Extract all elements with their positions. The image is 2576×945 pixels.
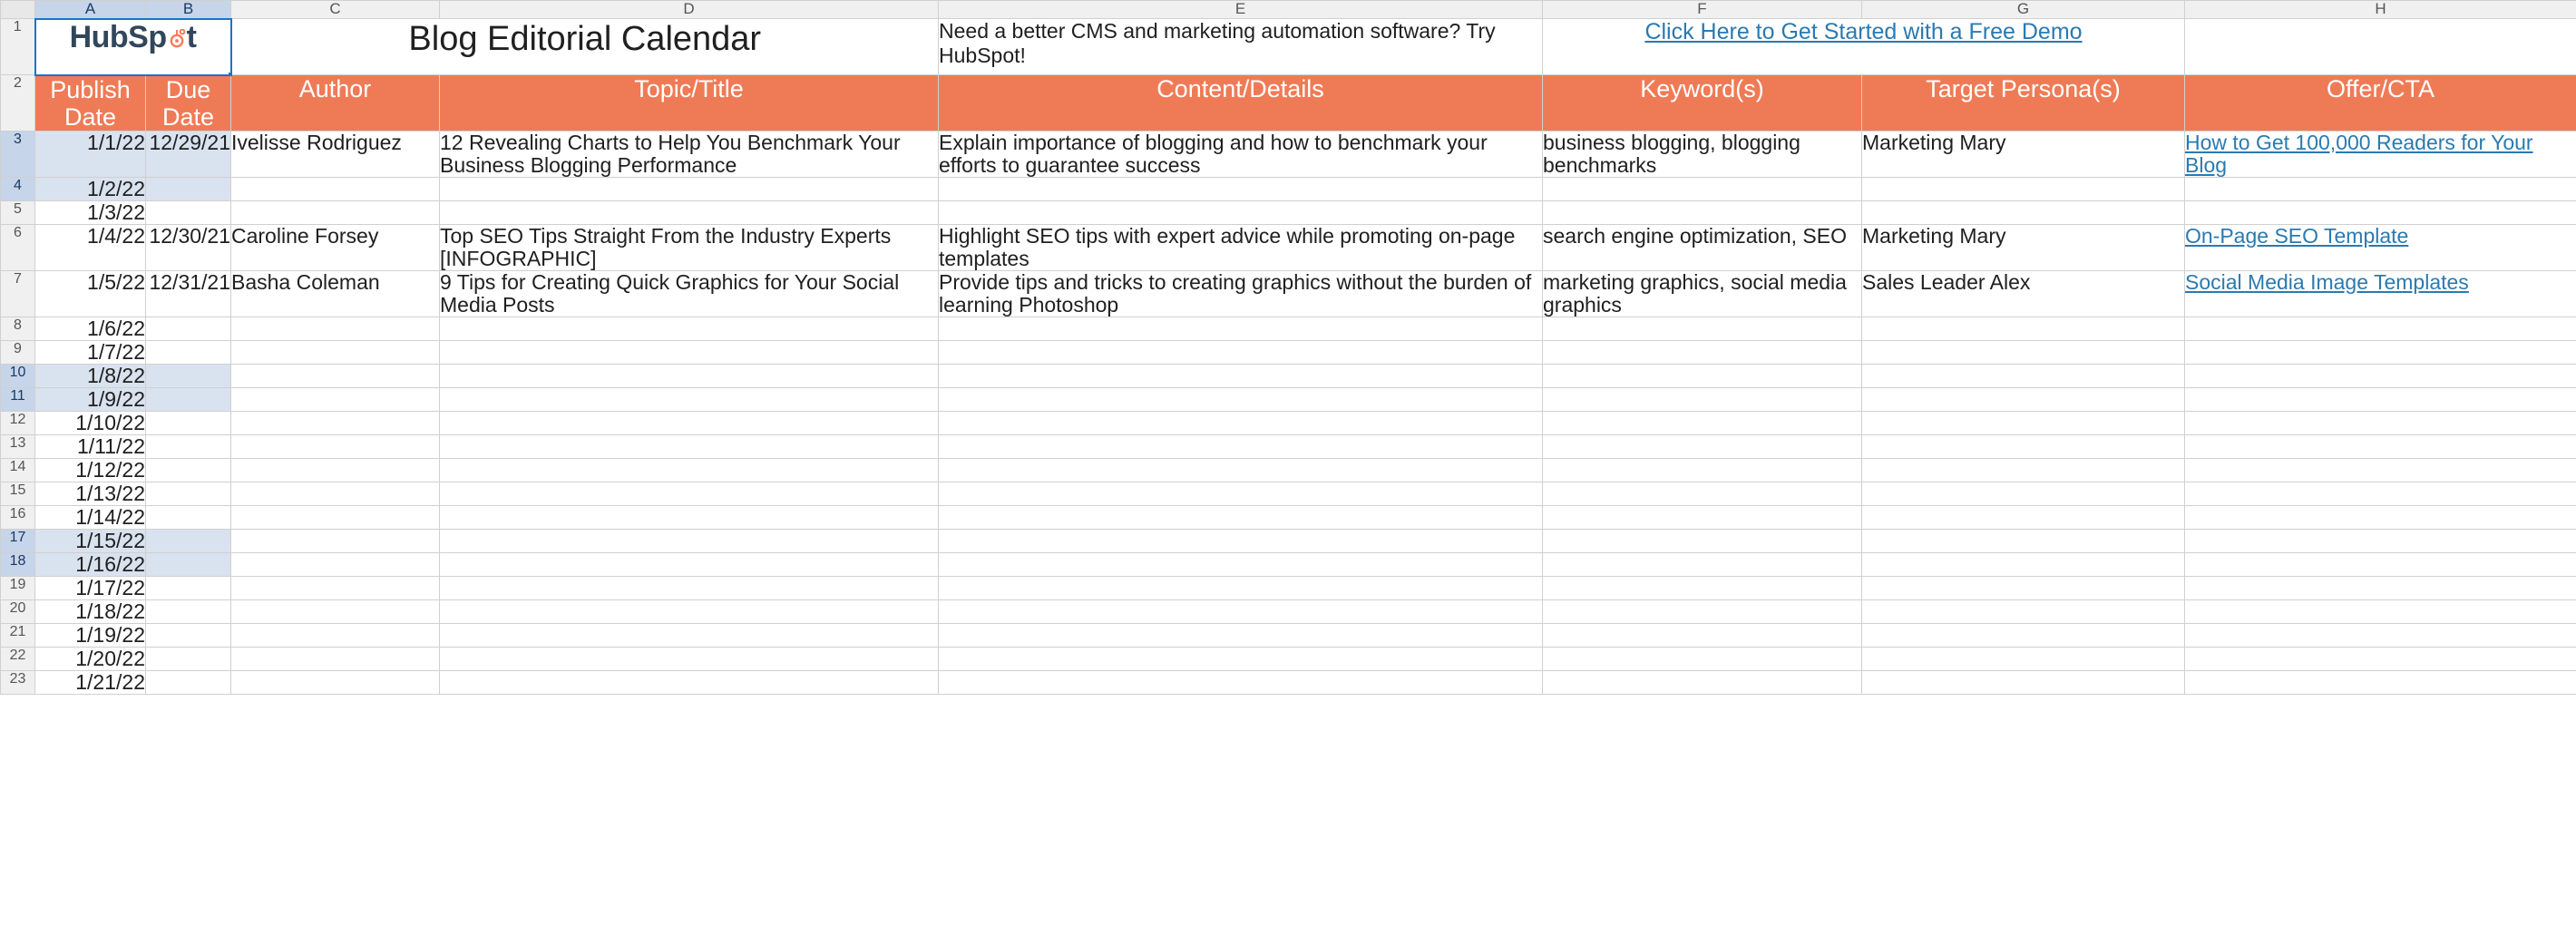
table-row[interactable] <box>1 340 2576 364</box>
cell-topic-title[interactable] <box>440 529 939 552</box>
row-header-20[interactable]: 20 <box>1 599 35 623</box>
row-header-15[interactable]: 15 <box>1 482 35 505</box>
cell-target-persona[interactable] <box>1862 458 2185 482</box>
banner-empty-cell[interactable] <box>2185 19 2576 75</box>
row-header-5[interactable]: 5 <box>1 200 35 224</box>
cell-author[interactable] <box>231 387 440 411</box>
cell-keywords[interactable]: search engine optimization, SEO <box>1543 224 1862 270</box>
cell-due-date[interactable] <box>146 177 231 200</box>
cell-publish-date[interactable]: 1/14/22 <box>35 505 146 529</box>
column-header-g[interactable]: G <box>1862 1 2185 19</box>
cell-topic-title[interactable] <box>440 552 939 576</box>
cell-author[interactable]: Ivelisse Rodriguez <box>231 131 440 177</box>
table-row[interactable] <box>1 599 2576 623</box>
header-publish-date: Publish Date <box>35 75 146 132</box>
table-row[interactable] <box>1 177 2576 200</box>
cta-cell[interactable] <box>1543 19 2185 75</box>
cell-topic-title[interactable] <box>440 364 939 387</box>
cell-content-details[interactable] <box>939 411 1543 434</box>
cell-topic-title[interactable] <box>440 340 939 364</box>
cell-offer-cta[interactable] <box>2185 200 2576 224</box>
column-header-e[interactable]: E <box>939 1 1543 19</box>
cell-offer-cta[interactable] <box>2185 270 2576 317</box>
row-header-14[interactable]: 14 <box>1 458 35 482</box>
column-header-a[interactable]: A <box>35 1 146 19</box>
cell-due-date[interactable] <box>146 647 231 670</box>
select-all-corner[interactable] <box>1 1 35 19</box>
cell-author[interactable] <box>231 623 440 647</box>
cell-offer-cta[interactable] <box>2185 387 2576 411</box>
cell-keywords[interactable] <box>1543 458 1862 482</box>
cell-author[interactable] <box>231 434 440 458</box>
cell-publish-date[interactable]: 1/17/22 <box>35 576 146 599</box>
cell-due-date[interactable]: 12/31/21 <box>146 270 231 317</box>
cell-offer-cta[interactable] <box>2185 224 2576 270</box>
cell-content-details[interactable] <box>939 552 1543 576</box>
table-row[interactable] <box>1 505 2576 529</box>
row-header-18[interactable]: 18 <box>1 552 35 576</box>
cell-offer-cta[interactable] <box>2185 340 2576 364</box>
row-header-2[interactable]: 2 <box>1 75 35 132</box>
page-title: Blog Editorial Calendar <box>231 19 939 75</box>
header-author: Author <box>231 75 440 132</box>
cell-keywords[interactable] <box>1543 364 1862 387</box>
cell-topic-title[interactable] <box>440 177 939 200</box>
hubspot-logo-text: HubSp <box>69 19 167 54</box>
offer-cta-link[interactable]: Social Media Image Templates <box>2185 270 2469 294</box>
cell-offer-cta[interactable] <box>2185 529 2576 552</box>
cell-offer-cta[interactable] <box>2185 458 2576 482</box>
cell-topic-title[interactable] <box>440 599 939 623</box>
cell-due-date[interactable] <box>146 317 231 340</box>
cell-target-persona[interactable] <box>1862 200 2185 224</box>
cell-content-details[interactable] <box>939 434 1543 458</box>
cell-keywords[interactable] <box>1543 505 1862 529</box>
cell-author[interactable] <box>231 670 440 694</box>
cell-publish-date[interactable]: 1/10/22 <box>35 411 146 434</box>
cell-author[interactable] <box>231 340 440 364</box>
cell-offer-cta[interactable] <box>2185 364 2576 387</box>
offer-cta-link[interactable]: How to Get 100,000 Readers for Your Blog <box>2185 131 2533 177</box>
cell-publish-date[interactable]: 1/5/22 <box>35 270 146 317</box>
cell-content-details[interactable] <box>939 340 1543 364</box>
cell-author[interactable] <box>231 317 440 340</box>
hubspot-logo <box>70 20 197 55</box>
cell-target-persona[interactable] <box>1862 599 2185 623</box>
cell-content-details[interactable] <box>939 200 1543 224</box>
cell-content-details[interactable] <box>939 458 1543 482</box>
cell-target-persona[interactable] <box>1862 317 2185 340</box>
cell-content-details[interactable] <box>939 317 1543 340</box>
table-row[interactable] <box>1 482 2576 505</box>
table-header-row <box>1 75 2576 132</box>
cell-keywords[interactable] <box>1543 434 1862 458</box>
cell-offer-cta[interactable] <box>2185 317 2576 340</box>
row-header-22[interactable]: 22 <box>1 647 35 670</box>
row-header-16[interactable]: 16 <box>1 505 35 529</box>
cell-keywords[interactable] <box>1543 200 1862 224</box>
cell-target-persona[interactable] <box>1862 434 2185 458</box>
cell-publish-date[interactable]: 1/2/22 <box>35 177 146 200</box>
cell-content-details[interactable] <box>939 670 1543 694</box>
cell-keywords[interactable] <box>1543 411 1862 434</box>
cell-target-persona[interactable]: Marketing Mary <box>1862 224 2185 270</box>
cell-target-persona[interactable] <box>1862 576 2185 599</box>
cell-due-date[interactable] <box>146 458 231 482</box>
promo-text: Need a better CMS and marketing automation software? Try HubSpot! <box>939 19 1543 75</box>
cell-topic-title[interactable] <box>440 623 939 647</box>
cell-topic-title[interactable] <box>440 670 939 694</box>
cell-offer-cta[interactable] <box>2185 552 2576 576</box>
table-row[interactable] <box>1 411 2576 434</box>
cell-publish-date[interactable]: 1/16/22 <box>35 552 146 576</box>
header-due-date: Due Date <box>146 75 231 132</box>
cell-due-date[interactable] <box>146 529 231 552</box>
cell-offer-cta[interactable] <box>2185 670 2576 694</box>
cell-author[interactable] <box>231 529 440 552</box>
cell-topic-title[interactable] <box>440 411 939 434</box>
cell-publish-date[interactable]: 1/6/22 <box>35 317 146 340</box>
cell-topic-title[interactable] <box>440 482 939 505</box>
row-header-8[interactable]: 8 <box>1 317 35 340</box>
cell-author[interactable] <box>231 576 440 599</box>
cell-due-date[interactable] <box>146 505 231 529</box>
cell-due-date[interactable] <box>146 623 231 647</box>
cell-keywords[interactable] <box>1543 317 1862 340</box>
cell-due-date[interactable] <box>146 340 231 364</box>
table-row[interactable] <box>1 364 2576 387</box>
cell-publish-date[interactable]: 1/18/22 <box>35 599 146 623</box>
header-target-personas: Target Persona(s) <box>1862 75 2185 132</box>
cell-author[interactable] <box>231 458 440 482</box>
cell-offer-cta[interactable] <box>2185 505 2576 529</box>
cell-author[interactable] <box>231 599 440 623</box>
selection-handle[interactable] <box>228 72 231 75</box>
table-row[interactable] <box>1 458 2576 482</box>
row-header-21[interactable]: 21 <box>1 623 35 647</box>
cell-keywords[interactable]: marketing graphics, social media graphics <box>1543 270 1862 317</box>
table-row[interactable] <box>1 529 2576 552</box>
table-row[interactable] <box>1 224 2576 270</box>
cell-target-persona[interactable] <box>1862 387 2185 411</box>
cell-target-persona[interactable] <box>1862 177 2185 200</box>
column-header-row[interactable] <box>1 1 2576 19</box>
cell-content-details[interactable] <box>939 529 1543 552</box>
cell-keywords[interactable] <box>1543 670 1862 694</box>
row-header-6[interactable]: 6 <box>1 224 35 270</box>
cell-content-details[interactable]: Highlight SEO tips with expert advice while promoting on-page templates <box>939 224 1543 270</box>
cell-target-persona[interactable] <box>1862 623 2185 647</box>
column-header-b[interactable]: B <box>146 1 231 19</box>
row-header-9[interactable]: 9 <box>1 340 35 364</box>
cell-publish-date[interactable]: 1/21/22 <box>35 670 146 694</box>
cell-due-date[interactable] <box>146 670 231 694</box>
cell-keywords[interactable] <box>1543 482 1862 505</box>
cell-target-persona[interactable] <box>1862 340 2185 364</box>
table-row[interactable] <box>1 552 2576 576</box>
cell-author[interactable] <box>231 647 440 670</box>
cell-topic-title[interactable] <box>440 647 939 670</box>
cell-keywords[interactable] <box>1543 529 1862 552</box>
cell-offer-cta[interactable] <box>2185 576 2576 599</box>
row-header-4[interactable]: 4 <box>1 177 35 200</box>
cell-due-date[interactable] <box>146 482 231 505</box>
cell-publish-date[interactable]: 1/15/22 <box>35 529 146 552</box>
cell-target-persona[interactable] <box>1862 552 2185 576</box>
cell-due-date[interactable] <box>146 599 231 623</box>
column-header-f[interactable]: F <box>1543 1 1862 19</box>
cell-keywords[interactable]: business blogging, blogging benchmarks <box>1543 131 1862 177</box>
cell-due-date[interactable]: 12/29/21 <box>146 131 231 177</box>
cell-offer-cta[interactable] <box>2185 131 2576 177</box>
cell-topic-title[interactable] <box>440 200 939 224</box>
cell-keywords[interactable] <box>1543 177 1862 200</box>
row-header-3[interactable]: 3 <box>1 131 35 177</box>
column-header-c[interactable]: C <box>231 1 440 19</box>
cell-author[interactable] <box>231 482 440 505</box>
cell-author[interactable]: Basha Coleman <box>231 270 440 317</box>
cell-keywords[interactable] <box>1543 387 1862 411</box>
cell-target-persona[interactable] <box>1862 482 2185 505</box>
cell-target-persona[interactable] <box>1862 670 2185 694</box>
cell-offer-cta[interactable] <box>2185 647 2576 670</box>
cell-keywords[interactable] <box>1543 340 1862 364</box>
cell-topic-title[interactable] <box>440 434 939 458</box>
cell-offer-cta[interactable] <box>2185 411 2576 434</box>
cell-author[interactable] <box>231 505 440 529</box>
cell-topic-title[interactable] <box>440 576 939 599</box>
cell-offer-cta[interactable] <box>2185 599 2576 623</box>
cell-author[interactable] <box>231 200 440 224</box>
hubspot-logo-cell[interactable] <box>35 19 231 75</box>
table-row[interactable] <box>1 576 2576 599</box>
table-row[interactable] <box>1 647 2576 670</box>
cell-topic-title[interactable] <box>440 458 939 482</box>
row-header-19[interactable]: 19 <box>1 576 35 599</box>
cell-author[interactable] <box>231 364 440 387</box>
cell-publish-date[interactable]: 1/13/22 <box>35 482 146 505</box>
cell-content-details[interactable]: Explain importance of blogging and how to benchmark your efforts to guarantee success <box>939 131 1543 177</box>
cell-target-persona[interactable] <box>1862 364 2185 387</box>
cell-offer-cta[interactable] <box>2185 623 2576 647</box>
cell-offer-cta[interactable] <box>2185 177 2576 200</box>
cell-target-persona[interactable] <box>1862 647 2185 670</box>
cell-content-details[interactable] <box>939 482 1543 505</box>
cell-due-date[interactable] <box>146 387 231 411</box>
cell-topic-title[interactable]: 9 Tips for Creating Quick Graphics for Your Social Media Posts <box>440 270 939 317</box>
cell-publish-date[interactable]: 1/12/22 <box>35 458 146 482</box>
sprocket-icon <box>167 29 187 49</box>
table-row[interactable] <box>1 434 2576 458</box>
cell-keywords[interactable] <box>1543 623 1862 647</box>
cell-publish-date[interactable]: 1/20/22 <box>35 647 146 670</box>
cell-offer-cta[interactable] <box>2185 482 2576 505</box>
cell-due-date[interactable] <box>146 200 231 224</box>
cell-content-details[interactable] <box>939 177 1543 200</box>
cell-content-details[interactable] <box>939 505 1543 529</box>
cell-content-details[interactable] <box>939 387 1543 411</box>
cell-publish-date[interactable]: 1/19/22 <box>35 623 146 647</box>
cell-due-date[interactable]: 12/30/21 <box>146 224 231 270</box>
row-header-1[interactable]: 1 <box>1 19 35 75</box>
table-row[interactable] <box>1 200 2576 224</box>
cell-publish-date[interactable]: 1/9/22 <box>35 387 146 411</box>
header-keywords: Keyword(s) <box>1543 75 1862 132</box>
cell-content-details[interactable] <box>939 599 1543 623</box>
cell-target-persona[interactable] <box>1862 411 2185 434</box>
table-row[interactable] <box>1 317 2576 340</box>
row-header-10[interactable]: 10 <box>1 364 35 387</box>
cell-due-date[interactable] <box>146 552 231 576</box>
cell-target-persona[interactable]: Marketing Mary <box>1862 131 2185 177</box>
cell-keywords[interactable] <box>1543 576 1862 599</box>
row-header-7[interactable]: 7 <box>1 270 35 317</box>
hubspot-logo-text-tail: t <box>186 19 197 54</box>
column-header-d[interactable]: D <box>440 1 939 19</box>
cell-publish-date[interactable]: 1/11/22 <box>35 434 146 458</box>
cell-author[interactable]: Caroline Forsey <box>231 224 440 270</box>
table-row[interactable] <box>1 670 2576 694</box>
cell-due-date[interactable] <box>146 576 231 599</box>
cell-author[interactable] <box>231 411 440 434</box>
cell-publish-date[interactable]: 1/4/22 <box>35 224 146 270</box>
cell-content-details[interactable]: Provide tips and tricks to creating graphics without the burden of learning Photoshop <box>939 270 1543 317</box>
cell-topic-title[interactable] <box>440 387 939 411</box>
get-started-demo-link[interactable]: Click Here to Get Started with a Free Demo <box>1644 19 2083 44</box>
cell-due-date[interactable] <box>146 434 231 458</box>
cell-content-details[interactable] <box>939 576 1543 599</box>
row-header-23[interactable]: 23 <box>1 670 35 694</box>
cell-keywords[interactable] <box>1543 552 1862 576</box>
row-header-17[interactable]: 17 <box>1 529 35 552</box>
cell-target-persona[interactable] <box>1862 505 2185 529</box>
cell-topic-title[interactable] <box>440 317 939 340</box>
table-row[interactable] <box>1 387 2576 411</box>
cell-content-details[interactable] <box>939 364 1543 387</box>
cell-publish-date[interactable]: 1/7/22 <box>35 340 146 364</box>
header-topic-title: Topic/Title <box>440 75 939 132</box>
cell-author[interactable] <box>231 177 440 200</box>
cell-keywords[interactable] <box>1543 599 1862 623</box>
header-offer-cta: Offer/CTA <box>2185 75 2576 132</box>
table-row[interactable] <box>1 270 2576 317</box>
offer-cta-link[interactable]: On-Page SEO Template <box>2185 224 2409 248</box>
row-header-11[interactable]: 11 <box>1 387 35 411</box>
row-header-13[interactable]: 13 <box>1 434 35 458</box>
cell-topic-title[interactable]: 12 Revealing Charts to Help You Benchmark Your Business Blogging Performance <box>440 131 939 177</box>
header-content-details: Content/Details <box>939 75 1543 132</box>
cell-content-details[interactable] <box>939 647 1543 670</box>
cell-author[interactable] <box>231 552 440 576</box>
row-header-12[interactable]: 12 <box>1 411 35 434</box>
cell-content-details[interactable] <box>939 623 1543 647</box>
cell-target-persona[interactable]: Sales Leader Alex <box>1862 270 2185 317</box>
table-row[interactable] <box>1 623 2576 647</box>
table-row[interactable] <box>1 131 2576 177</box>
cell-topic-title[interactable] <box>440 505 939 529</box>
cell-offer-cta[interactable] <box>2185 434 2576 458</box>
cell-publish-date[interactable]: 1/3/22 <box>35 200 146 224</box>
banner-row <box>1 19 2576 75</box>
cell-target-persona[interactable] <box>1862 529 2185 552</box>
cell-publish-date[interactable]: 1/1/22 <box>35 131 146 177</box>
cell-keywords[interactable] <box>1543 647 1862 670</box>
cell-due-date[interactable] <box>146 411 231 434</box>
cell-publish-date[interactable]: 1/8/22 <box>35 364 146 387</box>
cell-due-date[interactable] <box>146 364 231 387</box>
column-header-h[interactable]: H <box>2185 1 2576 19</box>
cell-topic-title[interactable]: Top SEO Tips Straight From the Industry Experts [INFOGRAPHIC] <box>440 224 939 270</box>
